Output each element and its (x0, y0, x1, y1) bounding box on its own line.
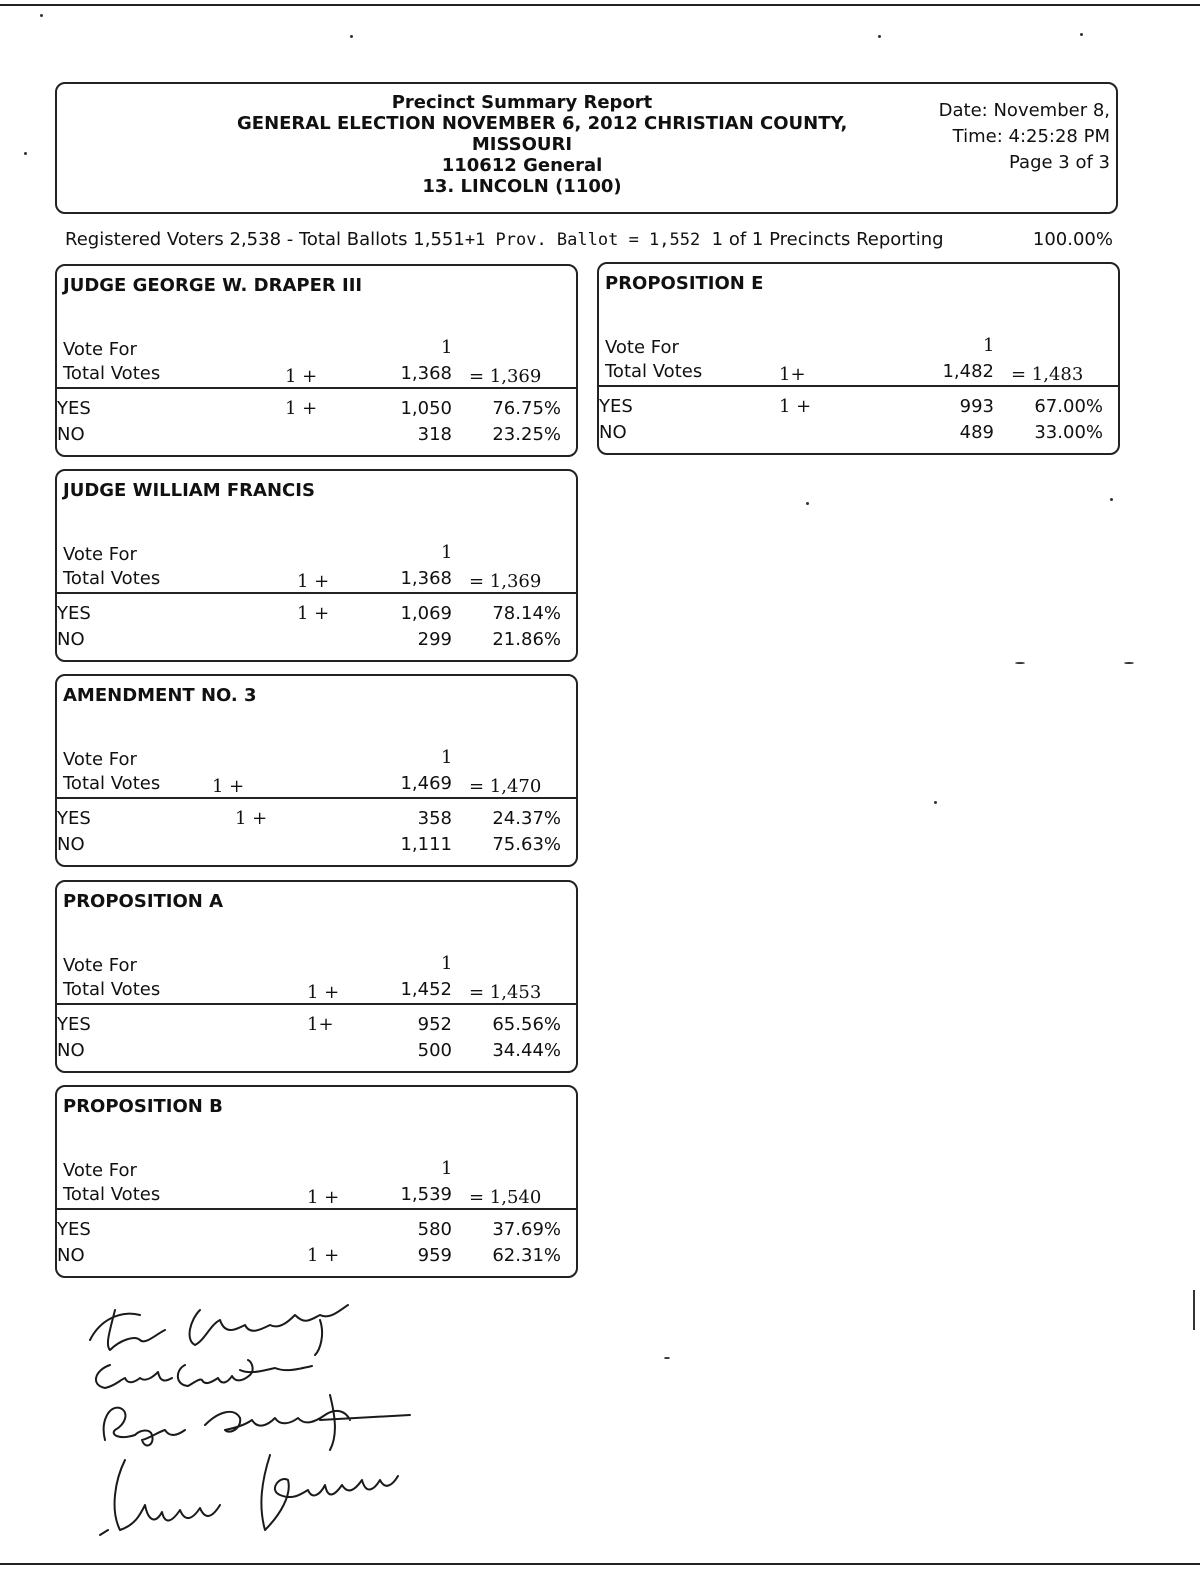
total-votes-label: Total Votes (63, 568, 161, 589)
vote-for-value: 1 (441, 1158, 453, 1179)
reporting-percent: 100.00% (1032, 229, 1113, 250)
contest-divider (57, 592, 578, 594)
report-title-block (237, 92, 848, 197)
yes-label: YES (57, 603, 91, 624)
yes-votes: 952 (417, 1014, 452, 1035)
yes-label: YES (599, 396, 633, 417)
scan-speck (664, 1357, 670, 1359)
yes-handwritten-plus: 1 + (297, 603, 330, 624)
registered-voters: Registered Voters 2,538 - Total Ballots 1,551 (65, 229, 465, 250)
no-percent: 21.86% (492, 629, 561, 650)
total-adjusted-value: = 1,369 (469, 366, 542, 387)
yes-votes: 993 (959, 396, 994, 417)
contest-divider (599, 385, 1120, 387)
total-votes-label: Total Votes (63, 979, 161, 1000)
yes-handwritten-plus: 1+ (307, 1014, 334, 1035)
contest-title: PROPOSITION E (605, 273, 764, 294)
page-right-edge (1193, 1290, 1195, 1330)
election-state: MISSOURI (471, 134, 573, 155)
vote-for-label: Vote For (63, 339, 137, 360)
yes-percent: 67.00% (1034, 396, 1103, 417)
total-votes-value: 1,469 (400, 773, 452, 794)
vote-for-label: Vote For (63, 1160, 137, 1181)
total-votes-value: 1,452 (400, 979, 452, 1000)
yes-votes: 358 (417, 808, 452, 829)
contest-divider (57, 797, 578, 799)
yes-percent: 24.37% (492, 808, 561, 829)
total-handwritten-plus: 1 + (307, 982, 340, 1003)
signature-4 (100, 1455, 398, 1535)
contest-box (55, 469, 578, 662)
total-votes-value: 1,539 (400, 1184, 452, 1205)
no-votes: 959 (417, 1245, 452, 1266)
total-votes-value: 1,368 (400, 568, 452, 589)
report-time: Time: 4:25:28 PM (952, 126, 1110, 147)
yes-votes: 1,069 (400, 603, 452, 624)
signatures (80, 1290, 440, 1560)
total-votes-label: Total Votes (63, 363, 161, 384)
total-votes-label: Total Votes (605, 361, 703, 382)
total-votes-value: 1,482 (942, 361, 994, 382)
contest-box (597, 262, 1120, 455)
scan-speck (1015, 662, 1025, 664)
total-handwritten-plus: 1 + (285, 366, 318, 387)
scan-speck (806, 502, 809, 505)
scan-speck (934, 801, 937, 804)
yes-percent: 37.69% (492, 1219, 561, 1240)
vote-for-label: Vote For (63, 749, 137, 770)
total-adjusted-value: = 1,483 (1011, 364, 1084, 385)
contest-divider (57, 1003, 578, 1005)
page-bottom-edge (0, 1563, 1200, 1565)
election-name: GENERAL ELECTION NOVEMBER 6, 2012 CHRISTIAN COUNTY, (237, 113, 848, 134)
report-title: Precinct Summary Report (391, 92, 653, 113)
report-page: Page 3 of 3 (1009, 152, 1110, 173)
scan-speck (350, 35, 353, 38)
provisional-note: +1 Prov. Ballot = 1,552 (464, 230, 701, 250)
ballot-summary (65, 229, 1115, 250)
vote-for-value: 1 (441, 953, 453, 974)
yes-label: YES (57, 808, 91, 829)
yes-handwritten-plus: 1 + (285, 398, 318, 419)
contest-divider (57, 1208, 578, 1210)
no-label: NO (57, 834, 85, 855)
yes-percent: 78.14% (492, 603, 561, 624)
no-percent: 33.00% (1034, 422, 1103, 443)
contest-title: PROPOSITION A (63, 891, 224, 912)
report-header (55, 82, 1118, 214)
scan-speck (40, 14, 43, 17)
total-votes-label: Total Votes (63, 1184, 161, 1205)
total-votes-label: Total Votes (63, 773, 161, 794)
total-adjusted-value: = 1,369 (469, 571, 542, 592)
total-handwritten-plus: 1+ (779, 364, 806, 385)
scan-speck (24, 152, 27, 155)
no-label: NO (599, 422, 627, 443)
vote-for-label: Vote For (63, 955, 137, 976)
signature-1 (90, 1305, 348, 1355)
contest-box (55, 264, 578, 457)
total-adjusted-value: = 1,453 (469, 982, 542, 1003)
no-votes: 489 (959, 422, 994, 443)
contest-box (55, 880, 578, 1073)
contest-box (55, 1085, 578, 1278)
election-code: 110612 General (441, 155, 603, 176)
yes-percent: 65.56% (492, 1014, 561, 1035)
scan-speck (1124, 662, 1134, 664)
yes-label: YES (57, 1219, 91, 1240)
yes-handwritten-plus: 1 + (779, 396, 812, 417)
vote-for-value: 1 (441, 337, 453, 358)
vote-for-label: Vote For (63, 544, 137, 565)
yes-label: YES (57, 1014, 91, 1035)
vote-for-value: 1 (441, 747, 453, 768)
precinct-name: 13. LINCOLN (1100) (422, 176, 622, 197)
no-percent: 62.31% (492, 1245, 561, 1266)
scan-speck (1080, 33, 1083, 36)
precincts-reporting: 1 of 1 Precincts Reporting (711, 229, 944, 250)
contest-divider (57, 387, 578, 389)
no-handwritten-plus: 1 + (307, 1245, 340, 1266)
contest-box (55, 674, 578, 867)
signature-2 (96, 1360, 312, 1388)
no-label: NO (57, 629, 85, 650)
vote-for-label: Vote For (605, 337, 679, 358)
no-votes: 500 (417, 1040, 452, 1061)
scan-speck (878, 35, 881, 38)
contest-title: AMENDMENT NO. 3 (63, 685, 257, 706)
report-date: Date: November 8, (938, 100, 1110, 121)
no-label: NO (57, 1245, 85, 1266)
report-meta (939, 98, 1110, 176)
no-percent: 23.25% (492, 424, 561, 445)
no-percent: 75.63% (492, 834, 561, 855)
signature-3 (104, 1395, 410, 1450)
total-handwritten-plus: 1 + (212, 776, 245, 797)
yes-handwritten-plus: 1 + (235, 808, 268, 829)
total-votes-value: 1,368 (400, 363, 452, 384)
no-votes: 1,111 (400, 834, 452, 855)
yes-votes: 580 (417, 1219, 452, 1240)
total-handwritten-plus: 1 + (297, 571, 330, 592)
yes-label: YES (57, 398, 91, 419)
no-label: NO (57, 424, 85, 445)
yes-percent: 76.75% (492, 398, 561, 419)
vote-for-value: 1 (983, 335, 995, 356)
scan-speck (1110, 498, 1113, 501)
total-adjusted-value: = 1,470 (469, 776, 542, 797)
contest-title: PROPOSITION B (63, 1096, 223, 1117)
no-label: NO (57, 1040, 85, 1061)
no-votes: 299 (417, 629, 452, 650)
no-votes: 318 (417, 424, 452, 445)
contest-title: JUDGE WILLIAM FRANCIS (63, 480, 315, 501)
vote-for-value: 1 (441, 542, 453, 563)
total-handwritten-plus: 1 + (307, 1187, 340, 1208)
page-top-edge (0, 4, 1200, 6)
yes-votes: 1,050 (400, 398, 452, 419)
no-percent: 34.44% (492, 1040, 561, 1061)
contest-title: JUDGE GEORGE W. DRAPER III (63, 275, 363, 296)
total-adjusted-value: = 1,540 (469, 1187, 542, 1208)
